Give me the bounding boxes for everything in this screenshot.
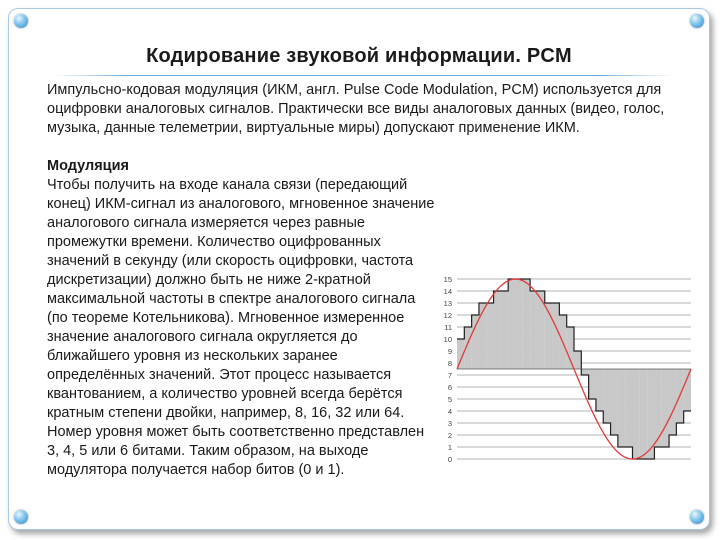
quantized-bar (596, 369, 603, 411)
y-tick-label: 0 (447, 455, 452, 464)
y-tick-label: 13 (443, 299, 452, 308)
quantized-bar (603, 369, 610, 423)
quantized-bar (633, 369, 640, 459)
intro-paragraph: Импульсно-кодовая модуляция (ИКМ, англ. Pulse Code Modulation, PCM) используется для оцифровки аналоговых сигналов. Практически все виды аналоговых данных (видео, голос, музыка, данные телеметрии, виртуальные миры) допускают применение ИКМ. (47, 82, 665, 136)
y-tick-label: 11 (444, 323, 452, 332)
section-heading: Модуляция (47, 158, 129, 174)
quantized-bar (589, 369, 596, 399)
y-tick-label: 15 (443, 275, 452, 284)
modulation-section (47, 157, 437, 480)
quantized-bar (508, 279, 515, 369)
slide-title: Кодирование звуковой информации. PCM (146, 45, 572, 67)
quantized-bar (523, 279, 530, 369)
quantized-bar (684, 369, 691, 411)
corner-orb-top-left (14, 14, 28, 28)
corner-orb-top-right (690, 14, 704, 28)
y-tick-label: 14 (443, 287, 452, 296)
y-tick-label: 3 (447, 419, 452, 428)
slide (8, 8, 710, 530)
quantized-bar (486, 303, 493, 369)
quantized-bar (640, 369, 647, 459)
pcm-chart (433, 271, 699, 467)
y-tick-label: 2 (447, 431, 452, 440)
quantized-bar (581, 369, 588, 375)
quantized-bar (669, 369, 676, 435)
y-tick-label: 6 (447, 383, 452, 392)
y-tick-label: 4 (447, 407, 452, 416)
quantized-bar (611, 369, 618, 435)
y-tick-label: 8 (447, 359, 452, 368)
corner-orb-bottom-right (690, 510, 704, 524)
quantized-bar (472, 315, 479, 369)
quantized-bar (552, 303, 559, 369)
section-body: Чтобы получить на входе канала связи (передающий конец) ИКМ-сигнал из аналогового, мгновенное значение аналогового сигнала измеряется через равные промежутки времени. Количество оцифрованных значений в секунду (или скорость оцифровки, частота дискретизации) должно быть не ниже 2-кратной максимальной частоты в спектре аналогового сигнала (по теореме Котельникова). Мгновенное измеренное значение аналогового сигнала округляется до ближайшего уровня из нескольких заранее определённых значений. Этот процесс называется квантованием, а количество уровней всегда берётся кратным степени двойки, например, 8, 16, 32 или 64. Номер уровня может быть соответственно представлен 3, 4, 5 или 6 битами. Таким образом, на выходе модулятора получается набор битов (0 и 1). (47, 177, 435, 478)
quantized-bar (494, 291, 501, 369)
y-tick-label: 5 (447, 395, 452, 404)
quantized-bar (516, 279, 523, 369)
quantized-bar (530, 291, 537, 369)
y-tick-label: 1 (447, 443, 452, 452)
quantized-bar (625, 369, 632, 447)
y-tick-label: 12 (443, 311, 452, 320)
y-tick-label: 9 (447, 347, 452, 356)
quantized-bar (567, 327, 574, 369)
y-tick-label: 7 (447, 371, 452, 380)
quantized-bar (618, 369, 625, 447)
quantized-bar (662, 369, 669, 447)
title-divider (53, 75, 673, 76)
corner-orb-bottom-left (14, 510, 28, 524)
y-tick-label: 10 (443, 335, 452, 344)
quantized-bar (574, 351, 581, 369)
quantized-bar (501, 291, 508, 369)
